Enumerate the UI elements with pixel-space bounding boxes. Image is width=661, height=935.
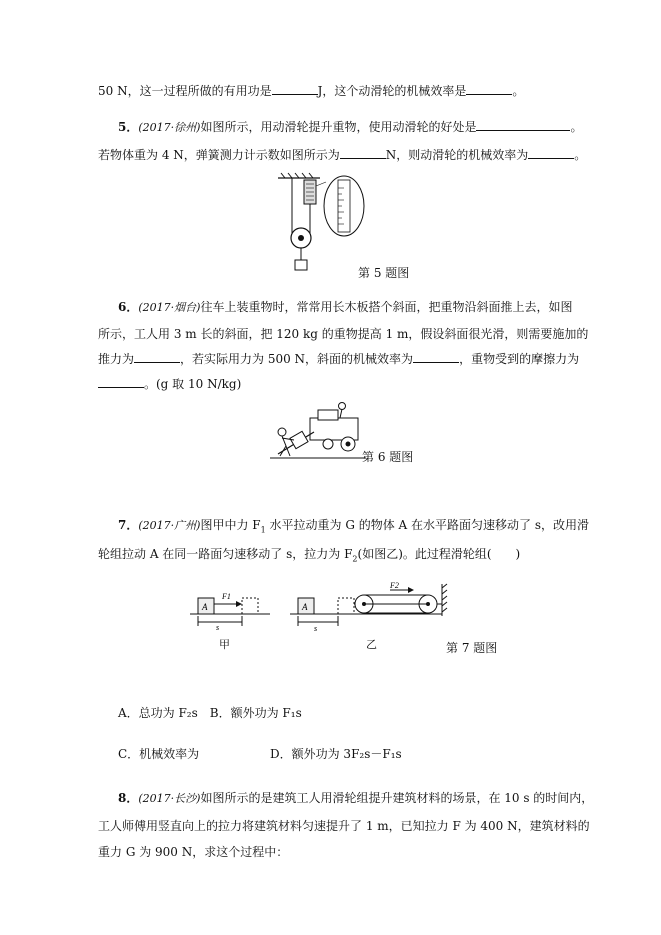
q5-blank-reading[interactable] xyxy=(340,146,386,159)
arrow-head-icon xyxy=(408,587,414,593)
q7-figure-jia xyxy=(190,584,270,634)
label-f2: F2 xyxy=(390,582,399,590)
q7-caption: 第 7 题图 xyxy=(446,641,498,655)
q7-label-yi: 乙 xyxy=(366,638,377,651)
q5-line2: 若物体重为 4 N，弹簧测力计示数如图所示为 N，则动滑轮的机械效率为 。 xyxy=(98,148,587,162)
q5-line1: 5．(2017·徐州)如图所示，用动滑轮提升重物，使用动滑轮的好处是 。 xyxy=(118,120,583,134)
q8-line1: 8．(2017·长沙)如图所示的是建筑工人用滑轮组提升建筑材料的场景，在 10 s 的时间内， xyxy=(118,791,594,805)
q7-options-row2 xyxy=(118,745,591,763)
block-a-moved-icon xyxy=(338,598,354,614)
q8-line3: 重力 G 为 900 N，求这个过程中： xyxy=(98,845,289,859)
q5-blank-efficiency[interactable] xyxy=(528,146,574,159)
label-a: A xyxy=(202,602,208,612)
ceiling-icon xyxy=(278,173,320,178)
q4-line1: 50 N，这一过程所做的有用功是 J，这个动滑轮的机械效率是 。 xyxy=(98,84,525,98)
wall-icon xyxy=(442,584,447,616)
q6-blank-friction[interactable] xyxy=(98,375,144,388)
q5-blank-advantage[interactable] xyxy=(476,118,570,131)
q7-option-a[interactable]: A．总功为 F₂s xyxy=(118,706,198,720)
q6-line3: 推力为 ，若实际用力为 500 N，斜面的机械效率为 ，重物受到的摩擦力为 xyxy=(98,352,580,366)
arrow-head-icon xyxy=(236,601,242,607)
q5-figure-pulley xyxy=(276,172,366,274)
label-a: A xyxy=(302,602,308,612)
q6-blank-efficiency[interactable] xyxy=(413,350,459,363)
q7-option-b[interactable]: B．额外功为 F₁s xyxy=(209,706,302,720)
q6-line4: 。(g 取 10 N/kg) xyxy=(98,375,591,393)
truck-icon xyxy=(310,410,358,451)
magnified-scale-icon xyxy=(316,176,364,236)
weight-block-icon xyxy=(295,260,307,270)
label-s: s xyxy=(216,623,220,632)
q7-option-c[interactable]: C．机械效率为 xyxy=(118,747,200,761)
q7-options-row1 xyxy=(118,704,591,722)
q4-blank-useful-work[interactable] xyxy=(272,82,318,95)
q6-figure-incline xyxy=(268,402,368,464)
q6-line1: 6．(2017·烟台)往车上装重物时，常常用长木板搭个斜面，把重物沿斜面推上去，如图 xyxy=(118,300,573,314)
q7-line2: 轮组拉动 A 在同一路面匀速移动了 s，拉力为 $F_2$(如图乙)。此过程滑轮组( ) xyxy=(98,547,521,564)
block-a-moved-icon xyxy=(242,598,258,614)
q7-line1: 7．(2017·广州)图甲中力 $F_1$ 水平拉动重为 G 的物体 A 在水平路面匀速移动了 s，改用滑 xyxy=(118,518,589,535)
spring-scale-icon xyxy=(304,180,316,204)
q7-label-jia: 甲 xyxy=(219,638,230,651)
q5-caption: 第 5 题图 xyxy=(358,266,410,280)
label-s: s xyxy=(314,624,318,633)
label-f1: F1 xyxy=(222,592,231,601)
q4-blank-efficiency[interactable] xyxy=(466,82,512,95)
q7-figure-yi xyxy=(290,582,450,634)
q6-line2: 所示，工人用 3 m 长的斜面，把 120 kg 的重物提高 1 m，假设斜面很光滑，则需要施加的 xyxy=(98,327,589,341)
q6-caption: 第 6 题图 xyxy=(362,450,414,464)
q6-blank-push-force[interactable] xyxy=(134,350,180,363)
worker-on-truck-icon xyxy=(339,403,346,419)
q7-option-d[interactable]: D．额外功为 3F₂s－F₁s xyxy=(270,747,402,761)
pulley-icon xyxy=(291,228,311,260)
q8-line2: 工人师傅用竖直向上的拉力将建筑材料匀速提升了 1 m，已知拉力 F 为 400 N，建筑材料的 xyxy=(98,819,590,833)
